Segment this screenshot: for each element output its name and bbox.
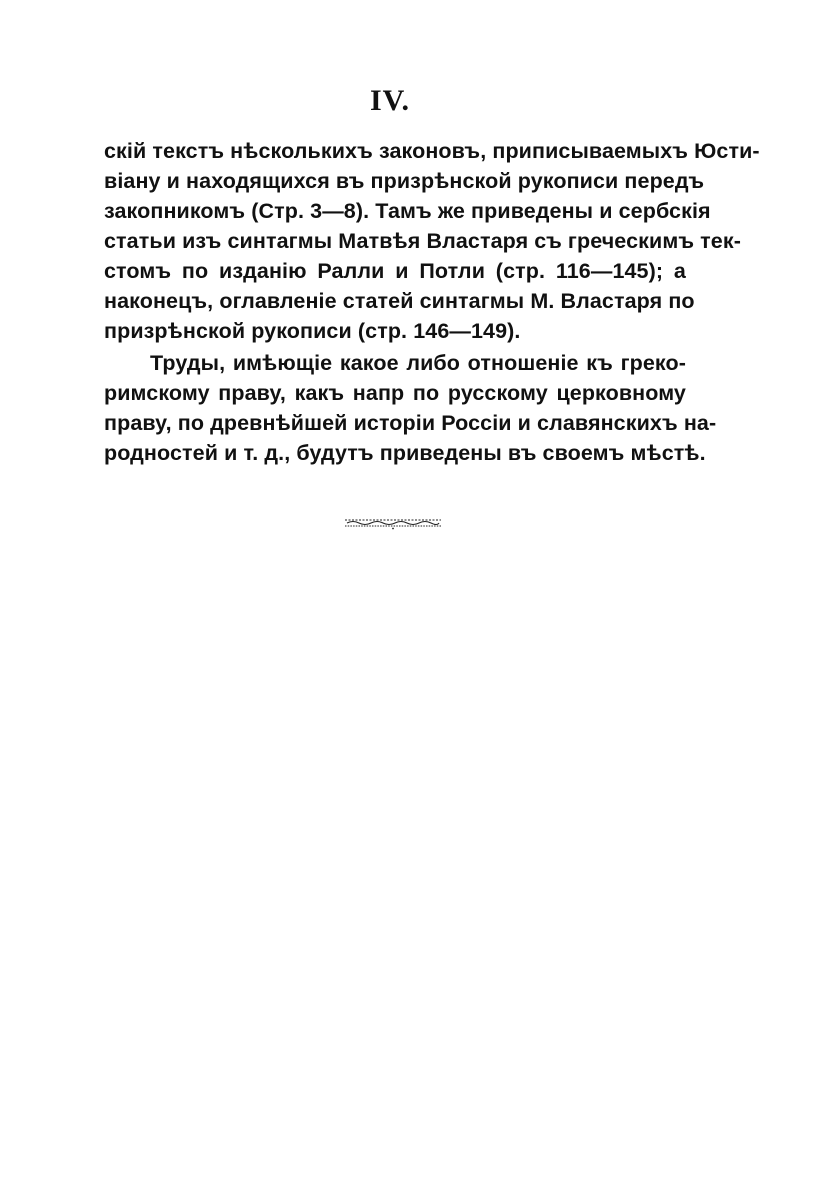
text-line: статьи изъ синтагмы Матвѣя Властаря съ греческимъ тек- bbox=[104, 229, 741, 253]
text-line: праву, по древнѣйшей исторіи Россіи и славянскихъ на- bbox=[104, 411, 717, 435]
text-line: родностей и т. д., будутъ приведены въ своемъ мѣстѣ. bbox=[104, 441, 706, 465]
paragraph-1 bbox=[104, 136, 760, 346]
text-line: наконецъ, оглавленіе статей синтагмы М. Властаря по bbox=[104, 289, 695, 313]
page-number: IV. bbox=[370, 84, 410, 117]
text-line: віану и находящихся въ призрѣнской рукописи передъ bbox=[104, 169, 705, 193]
text-line: римскому праву, какъ напр по русскому церковному bbox=[104, 381, 686, 405]
text-line: скій текстъ нѣсколькихъ законовъ, приписываемыхъ Юсти- bbox=[104, 139, 760, 163]
body-text bbox=[104, 136, 760, 468]
ornament-divider bbox=[343, 516, 443, 530]
text-line: стомъ по изданію Ралли и Потли (стр. 116—145); а bbox=[104, 259, 686, 283]
text-line: закопникомъ (Стр. 3—8). Тамъ же приведены и сербскія bbox=[104, 199, 711, 223]
text-line: Труды, имѣющіе какое либо отношеніе къ греко- bbox=[150, 351, 686, 375]
paragraph-2 bbox=[104, 348, 717, 468]
text-line: призрѣнской рукописи (стр. 146—149). bbox=[104, 319, 521, 343]
